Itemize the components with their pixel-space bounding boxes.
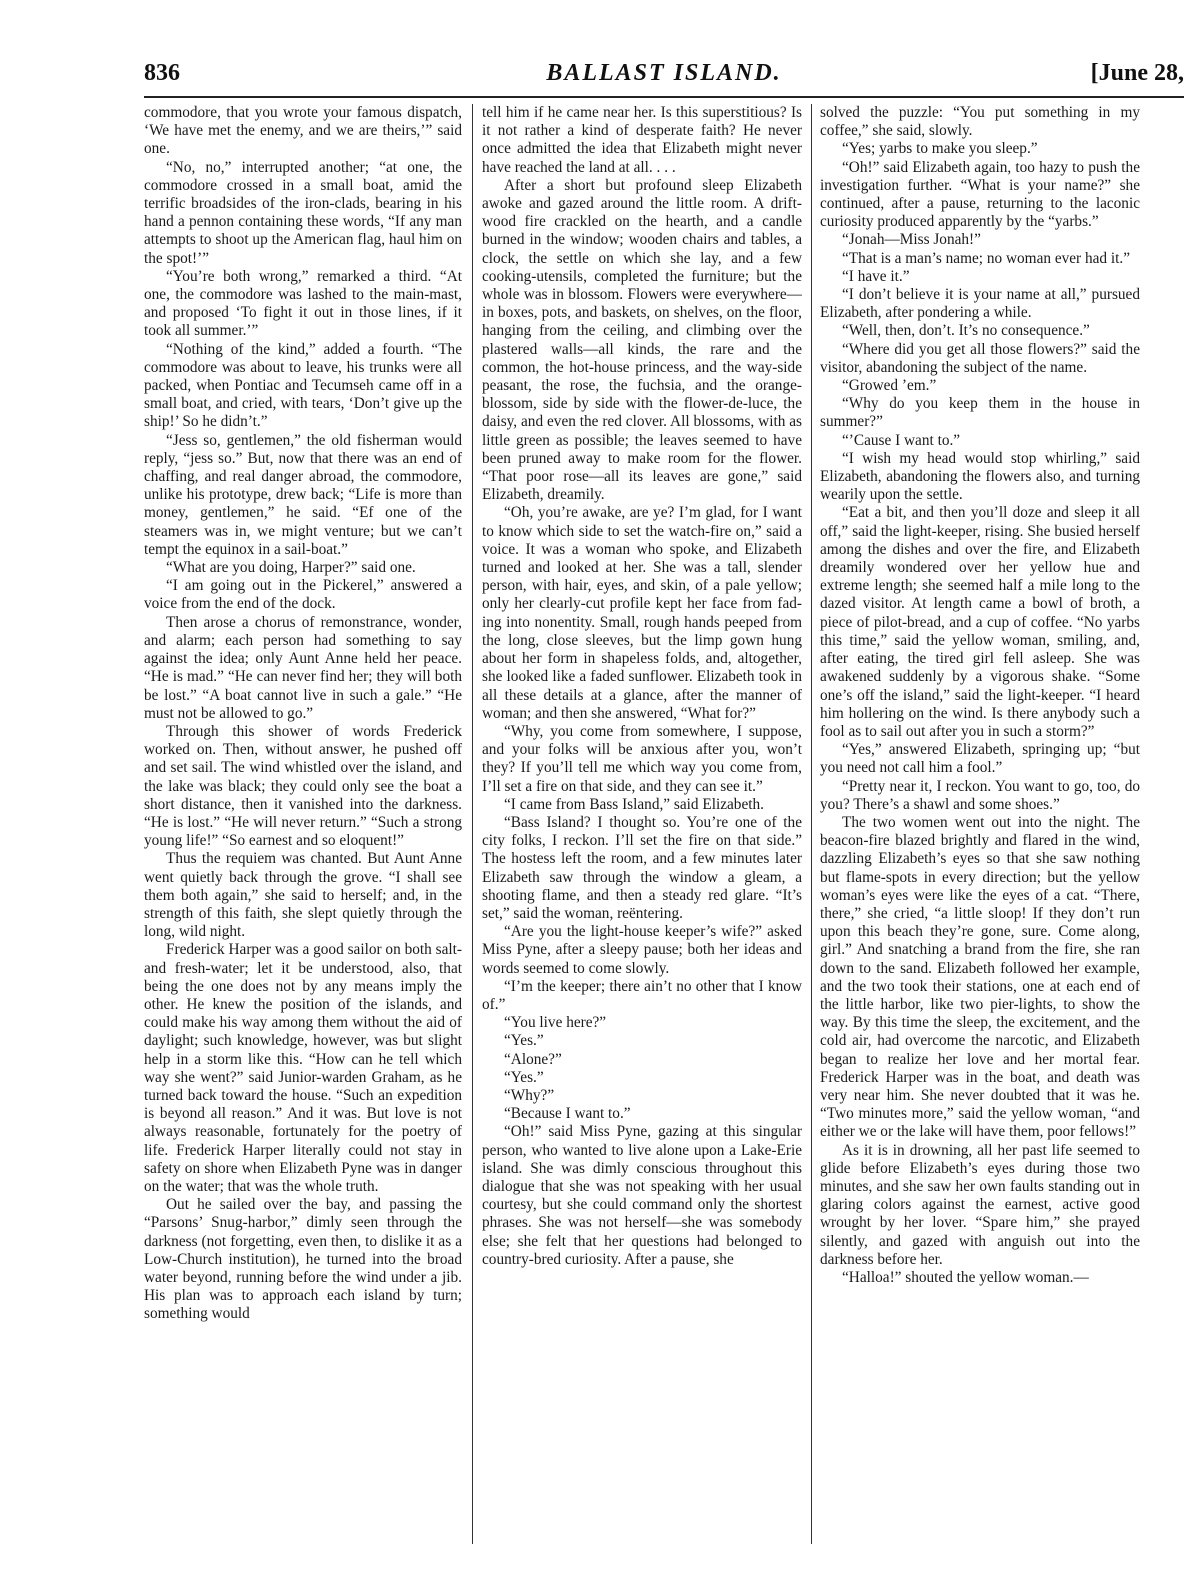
paragraph: “I am going out in the Pickerel,” answered a voice from the end of the dock. [144,577,462,613]
paragraph: “Why?” [504,1086,555,1104]
column-divider [472,104,473,1544]
paragraph: Thus the requiem was chanted. But Aunt Anne went quietly back through the grove. “I shall see them both again,” she said to herself; and, in the strength of this faith, she slept quietly through the long, wild night. [144,850,462,941]
paragraph: “Bass Island? I thought so. You’re one of the city folks, I reckon. I’ll set the fire on that side.” The hostess left the room, and a few minutes later Elizabeth saw through the window a gleam, a shooting flame, and then a steady red glare. “It’s set,” said the woman, reëntering. [482,813,802,922]
header-rule [144,96,1184,98]
paragraph: solved the puzzle: “You put something in my coffee,” she said, slowly. [820,104,1140,140]
paragraph: After a short but profound sleep Elizabeth awoke and gazed around the little room. A drift-wood fire crackled on the hearth, and a candle burned in the window; wooden chairs and tables, a clock, the settle on which she lay, and a few cooking-utensils, completed the furniture; but the whole was in blossom. Flowers were everywhere—in boxes, pots, and baskets, on shelves, on the floor, hanging from the ceiling, and climbing over the plastered walls—all kinds, the rare and the common, the hot-house princess, and the way-side peasant, the rose, the fuchsia, and the orange-blossom, side by side with the flower-de-luce, the daisy, and even the red clover. All blossoms, with as little green as possible; the leaves seemed to have been pruned away to make room for the flower. “That poor rose—all its leaves are gone,” said Elizabeth, dreamily. [482,176,802,504]
paragraph: “Nothing of the kind,” added a fourth. “The commodore was about to leave, his trunks were all packed, when Pontiac and Tecumseh came off in a small boat, and cried, with tears, ‘Don’t give up the ship!’ So he didn’t.” [144,340,462,431]
paragraph: As it is in drowning, all her past life seemed to glide before Elizabeth’s eyes during those two minutes, and she saw her own faults standing out in glaring colors against the earnest, active good wrought by her lover. “Spare him,” she prayed silently, and gazed with anguish out into the darkness before her. [820,1141,1140,1268]
paragraph: “Well, then, don’t. It’s no consequence.” [842,322,1090,340]
paragraph: “I wish my head would stop whirling,” said Elizabeth, abandoning the flowers also, and turning wearily upon the settle. [820,449,1140,504]
paragraph: “No, no,” interrupted another; “at one, the commodore crossed in a small boat, amid the terrific broadsides of the iron-clads, bearing in his hand a pennon containing these words, “If any man attempts to shoot up the American flag, haul him on the spot!’” [144,158,462,267]
paragraph: “’Cause I want to.” [842,431,961,449]
paragraph: “Oh!” said Miss Pyne, gazing at this singular person, who wanted to live alone upon a Lake-Erie island. She was dimly conscious throughout this dialogue that she was not speaking with her usual courtesy, but she could command only the shortest phrases. She was not herself—she was somebody else; she felt that her questions had belonged to country-bred curiosity. After a pause, she [482,1123,802,1268]
paragraph: “What are you doing, Harper?” said one. [166,559,416,577]
paragraph: “Jonah—Miss Jonah!” [842,231,981,249]
paragraph: “Yes.” [504,1068,544,1086]
text-column-2 [482,104,802,1549]
paragraph: “I’m the keeper; there ain’t no other that I know of.” [482,977,802,1013]
paragraph: “Alone?” [504,1050,562,1068]
paragraph: Out he sailed over the bay, and passing the “Parsons’ Snug-harbor,” dimly seen through the darkness (not forgetting, even then, to dislike it as a Low-Church institution), he turned into the broad water beyond, running before the wind under a jib. His plan was to approach each island by turn; something would [144,1196,462,1323]
paragraph: “Because I want to.” [504,1105,631,1123]
paragraph: “Yes,” answered Elizabeth, springing up; “but you need not call him a fool.” [820,741,1140,777]
paragraph: Frederick Harper was a good sailor on both salt- and fresh-water; let it be understood, also, that being the one does not by any means imply the other. He knew the position of the islands, and could make his way among them without the aid of daylight; such knowledge, however, was but slight help in a storm like this. “How can he tell which way she went?” said Junior-warden Graham, as he turned back toward the house. “Such an expedition is beyond all reason.” And it was. But love is not always reasonable, fortunately for the poetry of life. Frederick Harper literally could not stay in safety on shore when Elizabeth Pyne was in danger on the water; that was the whole truth. [144,941,462,1195]
paragraph: “Where did you get all those flowers?” said the visitor, abandoning the subject of the name. [820,340,1140,376]
paragraph: “Oh!” said Elizabeth again, too hazy to push the investigation further. “What is your name?” she continued, after a pause, returning to the laconic curiosity produced apparently by the “yarbs.” [820,158,1140,231]
paragraph: Then arose a chorus of remonstrance, wonder, and alarm; each person had something to say against the idea; only Aunt Anne held her peace. “He is mad.” “He can never find her; they will both be lost.” “A boat cannot live in such a gale.” “He must not be allowed to go.” [144,613,462,722]
text-column-1 [144,104,462,1549]
paragraph: “Halloa!” shouted the yellow woman.— [842,1269,1089,1286]
paragraph: “Jess so, gentlemen,” the old fisherman would reply, “jess so.” But, now that there was an end of chaffing, and real danger abroad, the commodore, unlike his prototype, drew back; “Life is more than money, gentlemen,” he said. “Ef one of the steamers was in, we might venture; but we can’t tempt the equinox in a sail-boat.” [144,431,462,558]
issue-date: [June 28, [1090,60,1184,86]
paragraph: “I came from Bass Island,” said Elizabeth. [504,795,764,813]
paragraph: “Why do you keep them in the house in summer?” [820,395,1140,431]
paragraph: “Yes; yarbs to make you sleep.” [842,140,1038,158]
paragraph: “I don’t believe it is your name at all,” pursued Elizabeth, after pondering a while. [820,286,1140,322]
paragraph: Through this shower of words Frederick worked on. Then, without answer, he pushed off and set sail. The wind whistled over the island, and the lake was black; they could only see the boat a short distance, then it vanished into the darkness. “He is lost.” “He will never return.” “Such a strong young life!” “So earnest and so eloquent!” [144,722,462,850]
paragraph: “You live here?” [504,1014,607,1032]
column-divider [811,104,812,1544]
text-column-3 [820,104,1140,1549]
paragraph: “Yes.” [504,1032,544,1050]
paragraph: The two women went out into the night. The beacon-fire blazed brightly and flared in the wind, dazzling Elizabeth’s eyes so that she saw nothing but flame-spots in every direction; but the yellow woman’s eyes were like the eyes of a cat. “There, there,” she cried, “a little sloop! If they don’t run upon this beach they’re gone, sure. Come along, girl.” And snatching a brand from the fire, she ran down to the sand. Elizabeth followed her example, and the two took their stations, one at each end of the little harbor, like two pier-lights, to show the way. By this time the sleep, the excitement, and the cold air, had overcome the narcotic, and Elizabeth began to realize her love and her mortal fear. Frederick Harper was in the boat, and death was very near him. She never doubted that it was he. “Two minutes more,” said the yellow woman, “and either we or the lake will have them, poor fellows!” [820,813,1140,1141]
running-header [144,60,1184,100]
paragraph: commodore, that you wrote your famous dispatch, ‘We have met the enemy, and we are theirs,’” said one. [144,104,462,158]
running-title: BALLAST ISLAND. [546,60,782,86]
paragraph: “You’re both wrong,” remarked a third. “At one, the commodore was lashed to the main-mast, and proposed ‘To fight it out in those lines, if it took all summer.’” [144,267,462,340]
paragraph: “Pretty near it, I reckon. You want to go, too, do you? There’s a shawl and some shoes.” [820,777,1140,813]
paragraph: “Growed ’em.” [842,377,937,395]
paragraph: tell him if he came near her. Is this superstitious? Is it not rather a kind of desperate faith? He never once admitted the idea that Elizabeth might never have reached the land at all. . . . [482,104,802,176]
paragraph: “That is a man’s name; no woman ever had it.” [842,249,1130,267]
paragraph: “Why, you come from somewhere, I suppose, and your folks will be anxious after you, won’t they? If you’ll tell me which way you come from, I’ll set a fire on that side, and they can see it.” [482,722,802,795]
paragraph: “Oh, you’re awake, are ye? I’m glad, for I want to know which side to set the watch-fire on,” said a voice. It was a woman who spoke, and Elizabeth turned and looked at her. She was a tall, slender person, with hair, eyes, and skin, of a pale yellow; only her clearly-cut profile kept her face from fading into nonentity. Small, rough hands peeped from the long, close sleeves, but the limp gown hung about her form in shapeless folds, and, altogether, she looked like a faded sunflower. Elizabeth took in all these details at a glance, after the manner of woman; and then she answered, “What for?” [482,504,802,722]
paragraph: “Are you the light-house keeper’s wife?” asked Miss Pyne, after a sleepy pause; both her ideas and words seemed to come slowly. [482,923,802,977]
paragraph: “I have it.” [842,267,910,285]
paragraph: “Eat a bit, and then you’ll doze and sleep it all off,” said the light-keeper, rising. She busied herself among the dishes and over the fire, and Elizabeth dreamily wondered over her yellow hue and extreme length; she seemed half a mile long to the dazed visitor. At length came a bowl of broth, a piece of pilot-bread, and a cup of coffee. “No yarbs this time,” said the yellow woman, smiling, and, after eating, the tired girl fell asleep. She was awakened suddenly by a vigorous shake. “Some one’s off the island,” said the light-keeper. “I heard him hollering on the wind. Is there anybody such a fool as to sail out after you in such a storm?” [820,504,1140,740]
page-number: 836 [144,60,180,86]
